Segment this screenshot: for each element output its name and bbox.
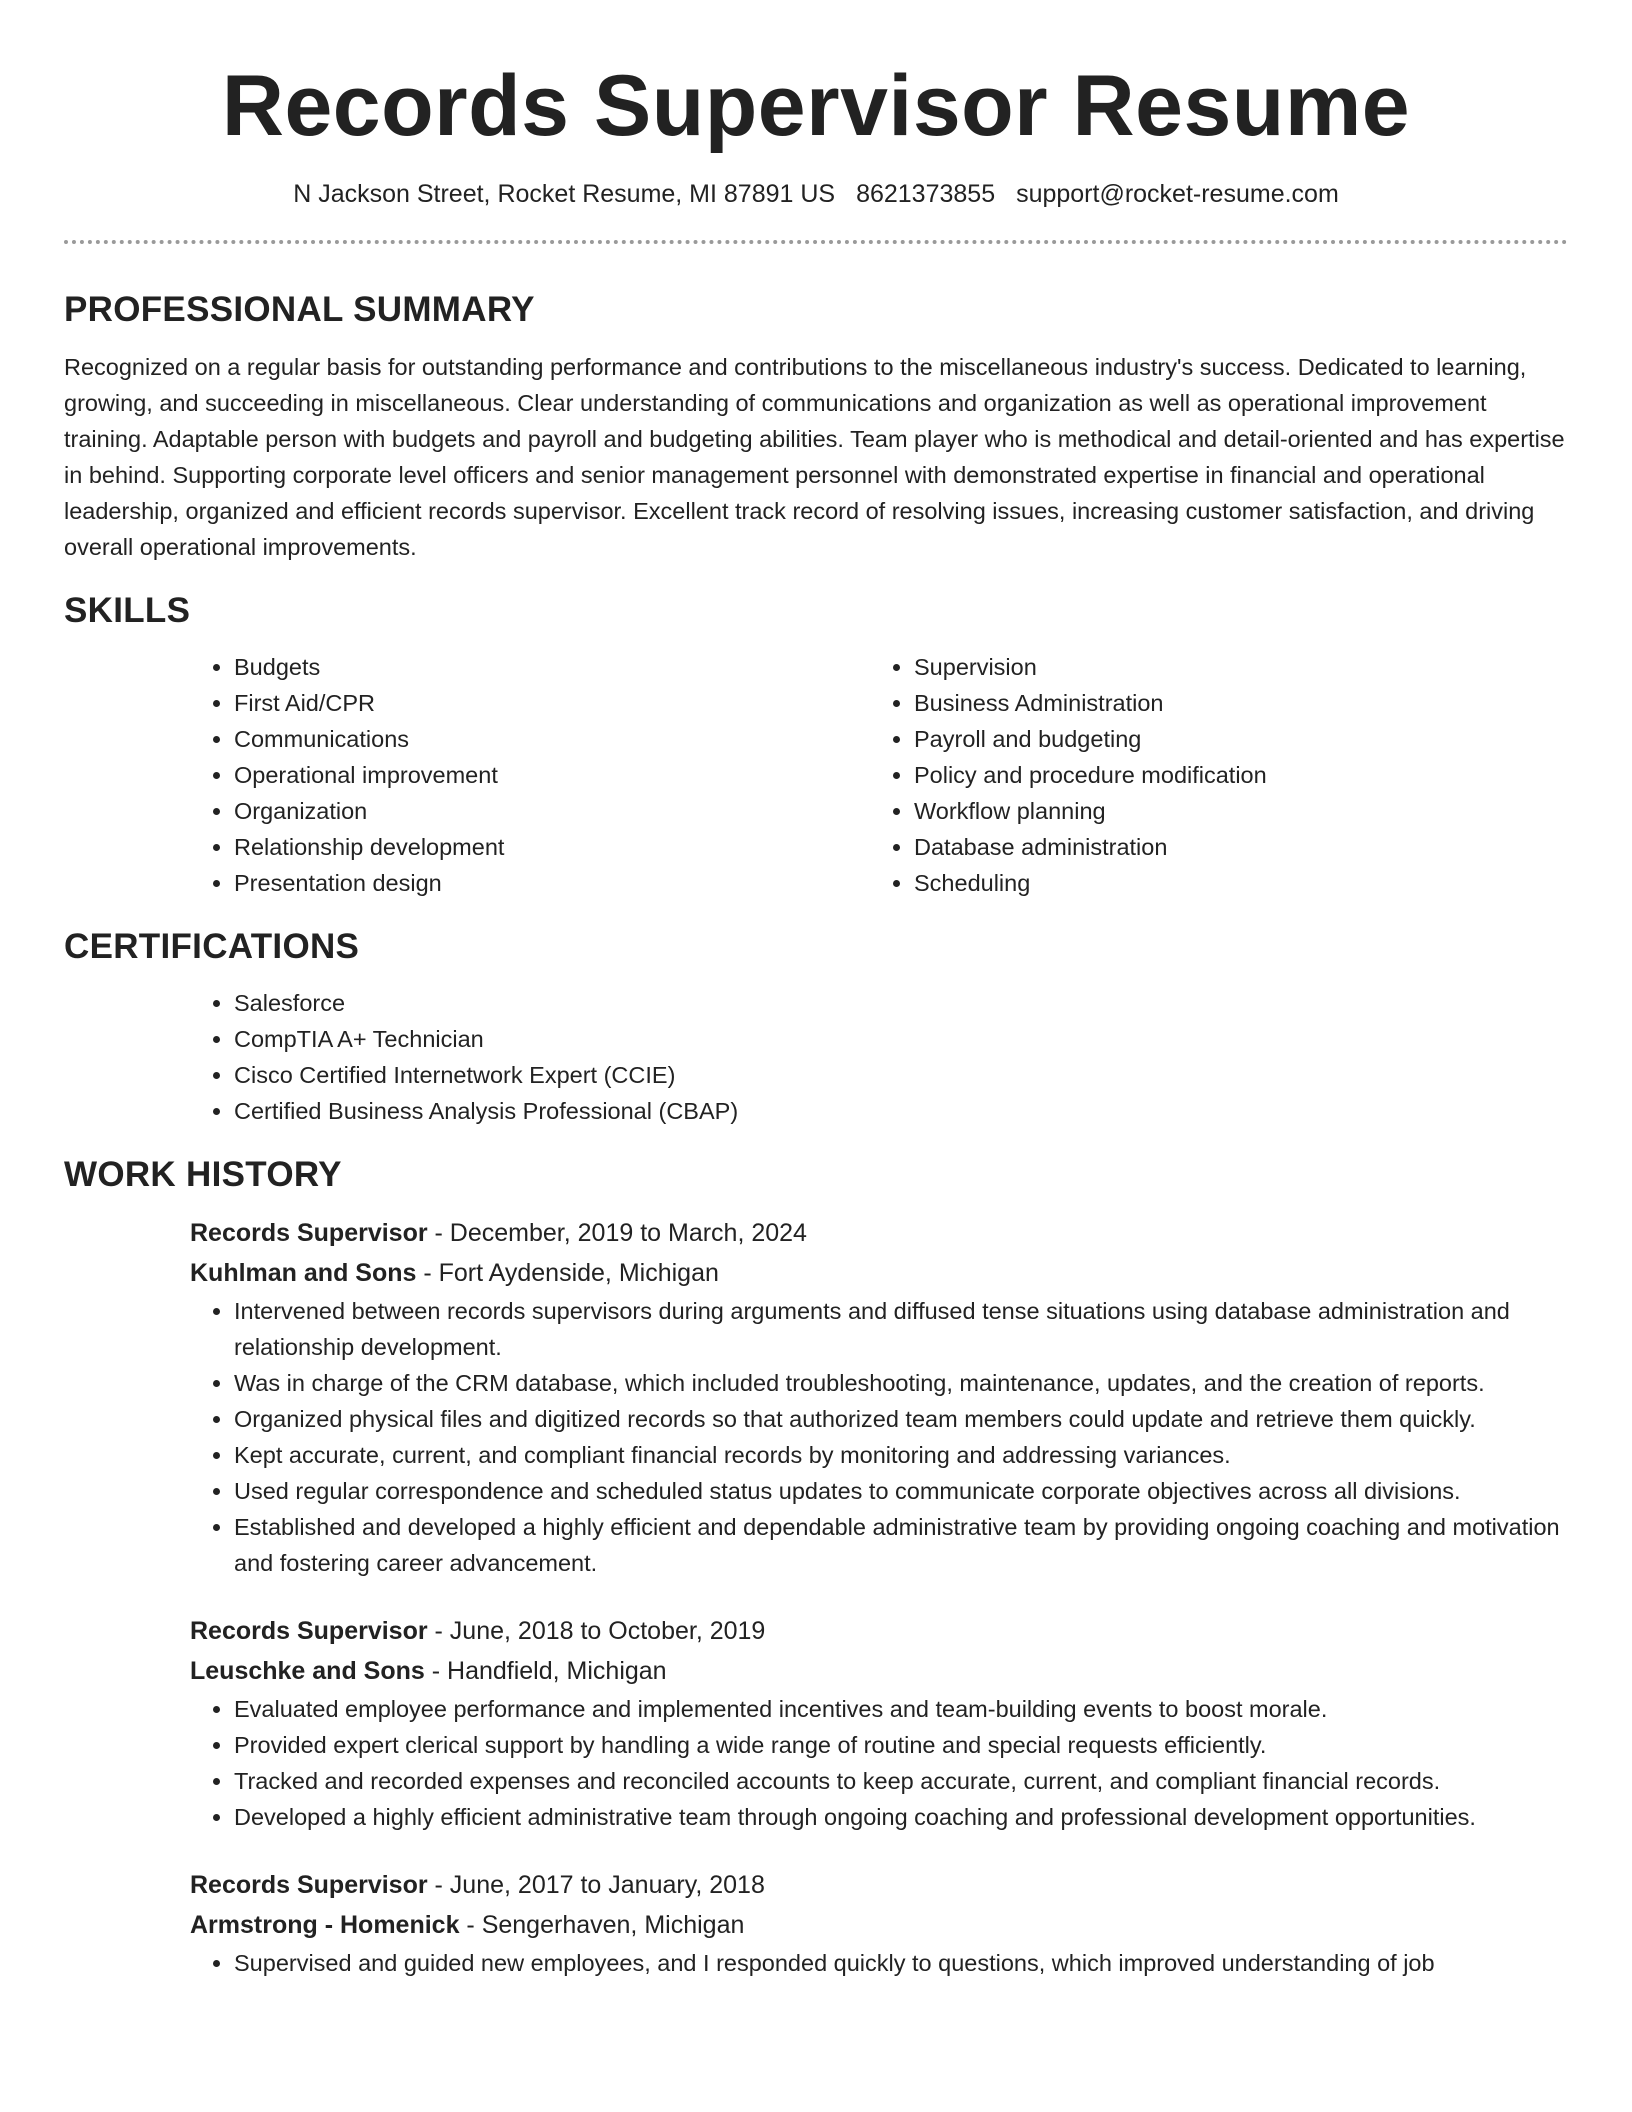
job-bullet: • Evaluated employee performance and implemented incentives and team-building events to boost morale. [234,1691,1568,1727]
job-company: Leuschke and Sons [190,1657,425,1685]
certifications-title: CERTIFICATIONS [64,927,360,966]
job-bullet: • Was in charge of the CRM database, which included troubleshooting, maintenance, updates, and the creation of reports. [234,1365,1568,1401]
summary-section [64,288,1568,565]
job-dates: - June, 2018 to October, 2019 [427,1617,766,1645]
job-dates: - June, 2017 to January, 2018 [427,1871,765,1899]
job-company-line [190,1905,1568,1945]
header-divider [64,240,1568,244]
certifications-body [190,985,1568,1129]
job-entry [190,1213,1568,1581]
job-company: Armstrong - Homenick [190,1911,460,1939]
job-entry [190,1611,1568,1835]
skills-title: SKILLS [64,591,191,630]
summary-title: PROFESSIONAL SUMMARY [64,290,535,329]
job-entry [190,1865,1568,1981]
job-bullet: • Used regular correspondence and scheduled status updates to communicate corporate objectives across all divisions. [234,1473,1568,1509]
skill-item: • Database administration [914,829,1550,865]
job-location: - Fort Aydenside, Michigan [416,1259,719,1287]
certifications-section [64,925,1568,1129]
job-bullet: • Provided expert clerical support by handling a wide range of routine and special requests efficiently. [234,1727,1568,1763]
work-history-section [64,1153,1568,1981]
job-title-line [190,1865,1568,1905]
job-role: Records Supervisor [190,1871,428,1899]
skills-column-left [190,649,870,901]
job-bullet: • Supervised and guided new employees, and I responded quickly to questions, which improved understanding of job [234,1945,1568,1981]
job-bullet: • Organized physical files and digitized records so that authorized team members could update and retrieve them quickly. [234,1401,1568,1437]
certifications-list [190,985,1568,1129]
skills-list-right [870,649,1550,901]
job-bullet: • Developed a highly efficient administrative team through ongoing coaching and professional development opportunities. [234,1799,1568,1835]
resume-name: Records Supervisor Resume [221,58,1411,154]
contact-line [64,178,1568,210]
skill-item: • Presentation design [234,865,870,901]
skill-item: • Workflow planning [914,793,1550,829]
job-bullets [190,1293,1568,1581]
job-company-line [190,1253,1568,1293]
skills-column-right [870,649,1550,901]
certification-item: • Salesforce [234,985,1568,1021]
job-role: Records Supervisor [190,1617,428,1645]
job-title-line [190,1611,1568,1651]
job-title-line [190,1213,1568,1253]
certification-item: • CompTIA A+ Technician [234,1021,1568,1057]
skill-item: • Relationship development [234,829,870,865]
work-history-title: WORK HISTORY [64,1155,342,1194]
skills-list-left [190,649,870,901]
job-location: - Handfield, Michigan [424,1657,667,1685]
resume-page [64,0,1568,1981]
skill-item: • Budgets [234,649,870,685]
job-role: Records Supervisor [190,1219,428,1247]
skill-item: • First Aid/CPR [234,685,870,721]
certification-item: • Certified Business Analysis Professional (CBAP) [234,1093,1568,1129]
contact-phone: 8621373855 [856,180,996,208]
contact-email: support@rocket-resume.com [1016,180,1339,208]
skill-item: • Business Administration [914,685,1550,721]
job-bullet: • Established and developed a highly efficient and dependable administrative team by providing ongoing coaching and motivation and fostering career advancement. [234,1509,1568,1581]
job-company: Kuhlman and Sons [190,1259,417,1287]
contact-address: N Jackson Street, Rocket Resume, MI 87891 US [293,180,836,208]
job-company-line [190,1651,1568,1691]
skill-item: • Organization [234,793,870,829]
summary-text: Recognized on a regular basis for outstanding performance and contributions to the miscellaneous industry's success. Dedicated to learning, growing, and succeeding in miscellaneous. Clear understanding of communications and organization as well as operational improvement training. Adaptable person with budgets and payroll and budgeting abilities. Team player who is methodical and detail-oriented and has expertise in behind. Supporting corporate level officers and senior management personnel with demonstrated expertise in financial and operational leadership, organized and efficient records supervisor. Excellent track record of resolving issues, increasing customer satisfaction, and driving overall operational improvements. [64,354,1565,560]
skill-item: • Scheduling [914,865,1550,901]
skill-item: • Supervision [914,649,1550,685]
job-location: - Sengerhaven, Michigan [459,1911,745,1939]
job-bullet: • Kept accurate, current, and compliant financial records by monitoring and addressing variances. [234,1437,1568,1473]
job-bullets [190,1691,1568,1835]
skills-columns [190,649,1568,901]
job-bullets [190,1945,1568,1981]
certification-item: • Cisco Certified Internetwork Expert (CCIE) [234,1057,1568,1093]
skill-item: • Policy and procedure modification [914,757,1550,793]
skills-section [64,589,1568,901]
job-bullet: • Tracked and recorded expenses and reconciled accounts to keep accurate, current, and compliant financial records. [234,1763,1568,1799]
job-dates: - December, 2019 to March, 2024 [427,1219,807,1247]
skill-item: • Communications [234,721,870,757]
job-bullet: • Intervened between records supervisors during arguments and diffused tense situations using database administration and relationship development. [234,1293,1568,1365]
skill-item: • Operational improvement [234,757,870,793]
skill-item: • Payroll and budgeting [914,721,1550,757]
